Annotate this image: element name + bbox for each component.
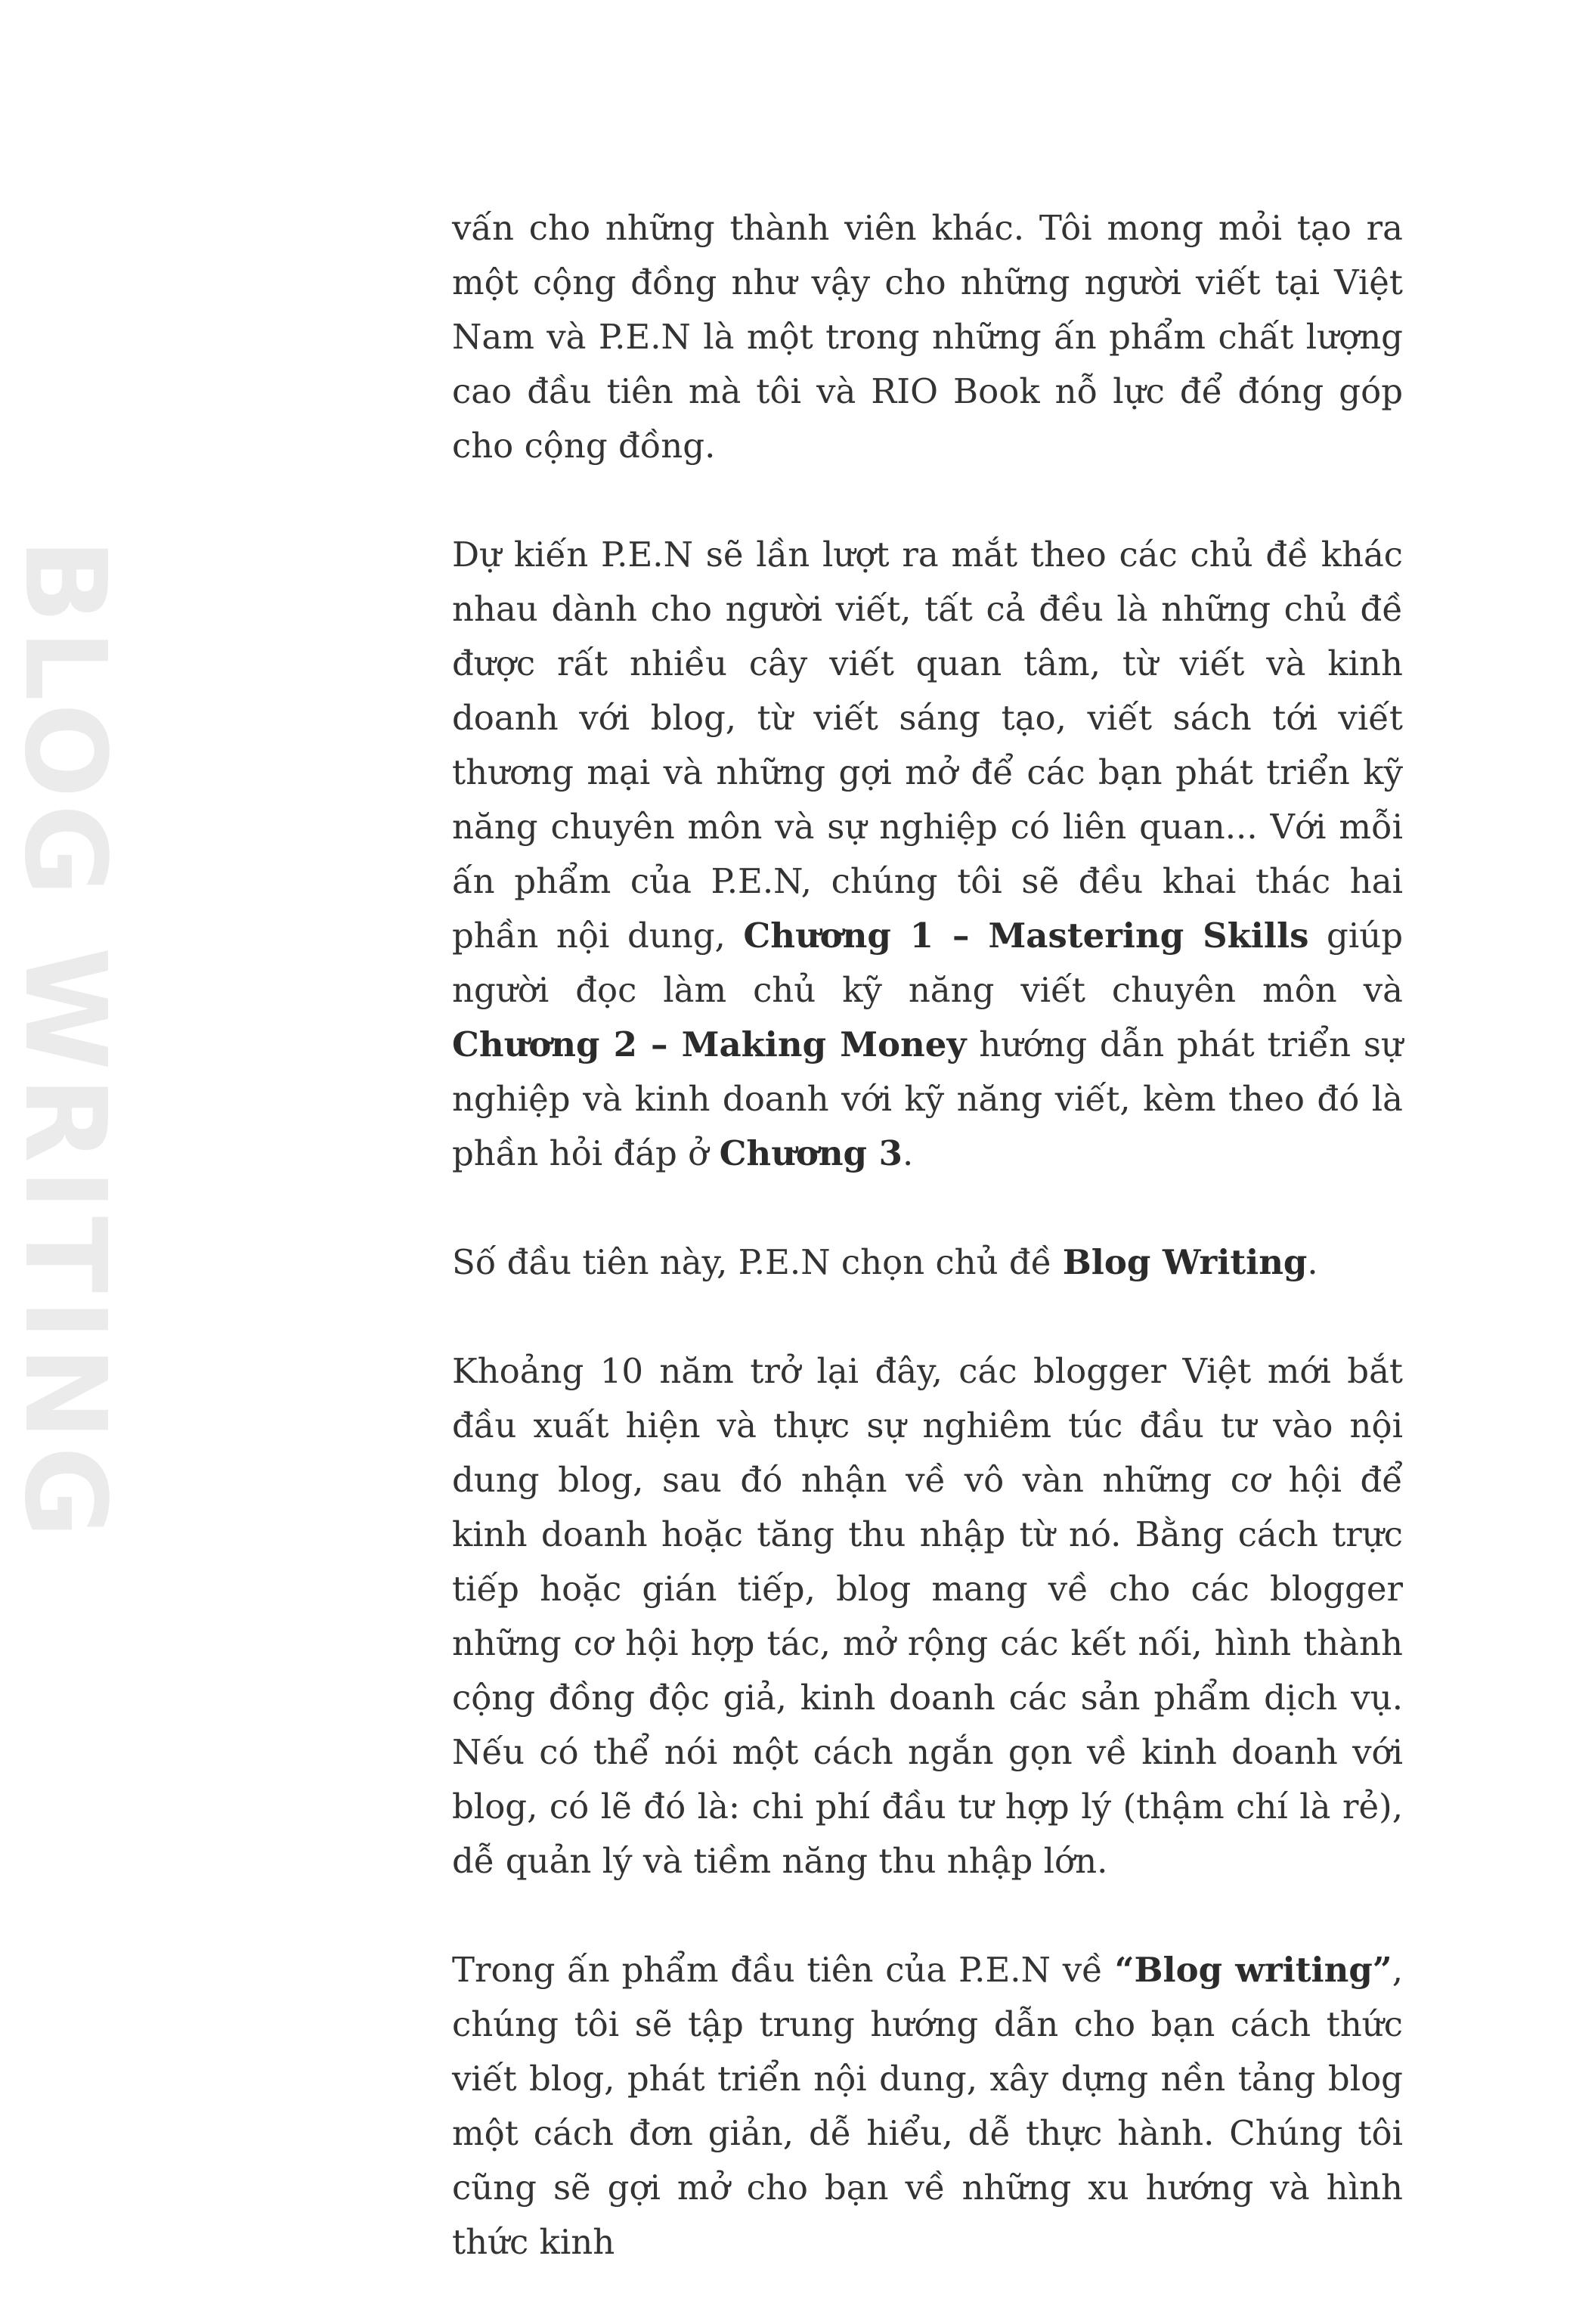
text-segment: .	[1307, 1242, 1318, 1282]
text-segment: , chúng tôi sẽ tập trung hướng dẫn cho bạn cách thức viết blog, phát triển nội dung, xây dựng nền tảng blog một cách đơn giản, dễ hiểu, dễ thực hành. Chúng tôi cũng sẽ gợi mở cho bạn về những xu hướng và hình thức kinh	[452, 1950, 1404, 2262]
paragraph	[452, 201, 1403, 473]
text-segment: .	[903, 1133, 914, 1173]
paragraph	[452, 1344, 1403, 1889]
text-column	[452, 201, 1403, 2324]
bold-text-segment: Chương 1 – Mastering Skills	[743, 916, 1309, 956]
text-segment: Khoảng 10 năm trở lại đây, các blogger Việt mới bắt đầu xuất hiện và thực sự nghiêm túc đầu tư vào nội dung blog, sau đó nhận về vô vàn những cơ hội để kinh doanh hoặc tăng thu nhập từ nó. Bằng cách trực tiếp hoặc gián tiếp, blog mang về cho các blogger những cơ hội hợp tác, mở rộng các kết nối, hình thành cộng đồng độc giả, kinh doanh các sản phẩm dịch vụ. Nếu có thể nói một cách ngắn gọn về kinh doanh với blog, có lẽ đó là: chi phí đầu tư hợp lý (thậm chí là rẻ), dễ quản lý và tiềm năng thu nhập lớn.	[452, 1351, 1403, 1881]
text-segment: hướng dẫn phát triển sự nghiệp và kinh doanh với kỹ năng viết, kèm theo đó là phần hỏi đáp ở	[452, 1024, 1403, 1173]
bold-text-segment: “Blog writing”	[1114, 1950, 1392, 1990]
paragraph	[452, 528, 1403, 1181]
text-segment: vấn cho những thành viên khác. Tôi mong mỏi tạo ra một cộng đồng như vậy cho những người viết tại Việt Nam và P.E.N là một trong những ấn phẩm chất lượng cao đầu tiên mà tôi và RIO Book nỗ lực để đóng góp cho cộng đồng.	[452, 208, 1403, 466]
bold-text-segment: Chương 2 – Making Money	[452, 1024, 967, 1064]
paragraph	[452, 1235, 1403, 1290]
text-segment: Trong ấn phẩm đầu tiên của P.E.N về	[452, 1950, 1115, 1990]
bold-text-segment: Blog Writing	[1062, 1242, 1308, 1282]
text-segment: Số đầu tiên này, P.E.N chọn chủ đề	[452, 1242, 1063, 1282]
text-segment: Dự kiến P.E.N sẽ lần lượt ra mắt theo các chủ đề khác nhau dành cho người viết, tất cả đều là những chủ đề được rất nhiều cây viết quan tâm, từ viết và kinh doanh với blog, từ viết sáng tạo, viết sách tới viết thương mại và những gợi mở để các bạn phát triển kỹ năng chuyên môn và sự nghiệp có liên quan... Với mỗi ấn phẩm của P.E.N, chúng tôi sẽ đều khai thác hai phần nội dung,	[452, 535, 1403, 956]
watermark-blog-writing: BLOG WRITING	[0, 538, 130, 1545]
paragraph	[452, 1943, 1403, 2270]
bold-text-segment: Chương 3	[719, 1133, 903, 1173]
text-segment: giúp người đọc làm chủ kỹ năng viết chuyên môn và	[452, 916, 1403, 1010]
